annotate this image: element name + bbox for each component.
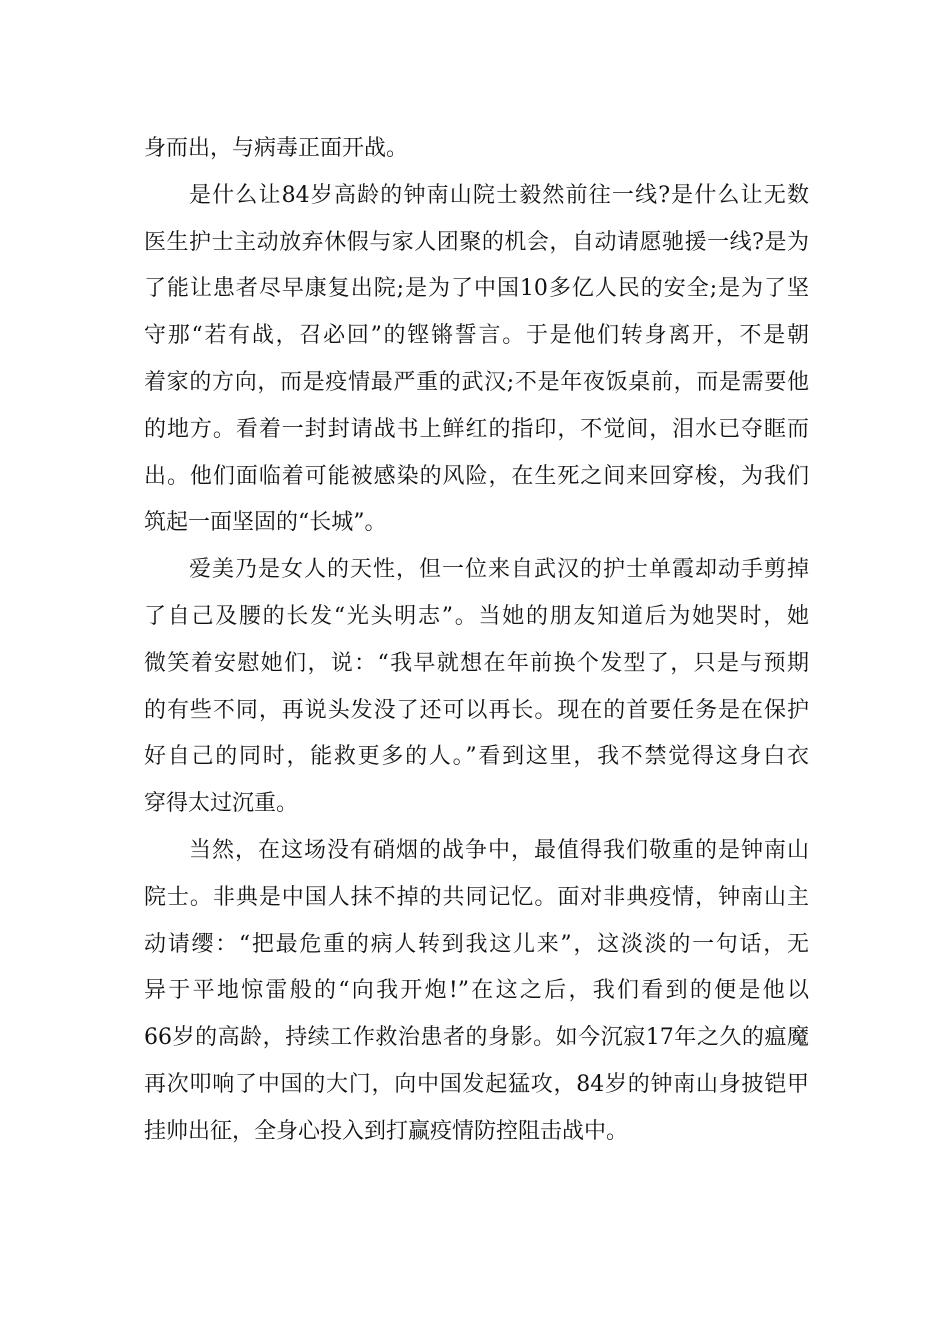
paragraph-first-line: 爱美乃是女人的天性，但一位来自武汉的护士单霞却动手剪掉 <box>189 557 809 583</box>
text-line: 异于平地惊雷般的“向我开炮!”在这之后，我们看到的便是他以 <box>144 978 809 1004</box>
text-line: 了自己及腰的长发“光头明志”。当她的朋友知道后为她哭时，她 <box>144 603 809 629</box>
text-line: 守那“若有战，召必回”的铿锵誓言。于是他们转身离开，不是朝 <box>144 323 809 349</box>
text-line: 好自己的同时，能救更多的人。”看到这里，我不禁觉得这身白衣 <box>144 744 809 770</box>
paragraph-first-line: 是什么让84岁高龄的钟南山院士毅然前往一线?是什么让无数 <box>189 182 809 208</box>
text-line: 出。他们面临着可能被感染的风险，在生死之间来回穿梭，为我们 <box>144 463 809 489</box>
text-line: 挂帅出征，全身心投入到打赢疫情防控阻击战中。 <box>144 1118 629 1144</box>
text-line: 医生护士主动放弃休假与家人团聚的机会，自动请愿驰援一线?是为 <box>144 229 809 255</box>
paragraph-first-line: 当然，在这场没有硝烟的战争中，最值得我们敬重的是钟南山 <box>189 837 809 863</box>
body-text <box>144 126 809 1156</box>
text-line: 院士。非典是中国人抹不掉的共同记忆。面对非典疫情，钟南山主 <box>144 884 809 910</box>
text-line: 穿得太过沉重。 <box>144 791 299 817</box>
text-line: 着家的方向，而是疫情最严重的武汉;不是年夜饭桌前，而是需要他 <box>144 369 809 395</box>
text-line: 动请缨：“把最危重的病人转到我这儿来”，这淡淡的一句话，无 <box>144 931 809 957</box>
text-line: 再次叩响了中国的大门，向中国发起猛攻，84岁的钟南山身披铠甲 <box>144 1071 809 1097</box>
text-line: 的有些不同，再说头发没了还可以再长。现在的首要任务是在保护 <box>144 697 809 723</box>
text-line: 了能让患者尽早康复出院;是为了中国10多亿人民的安全;是为了坚 <box>144 276 809 302</box>
text-line: 微笑着安慰她们，说：“我早就想在年前换个发型了，只是与预期 <box>144 650 809 676</box>
text-line: 筑起一面坚固的“长城”。 <box>144 510 387 536</box>
text-line: 66岁的高龄，持续工作救治患者的身影。如今沉寂17年之久的瘟魔 <box>144 1025 809 1051</box>
text-line: 的地方。看着一封封请战书上鲜红的指印，不觉间，泪水已夺眶而 <box>144 416 809 442</box>
text-line: 身而出，与病毒正面开战。 <box>144 136 409 161</box>
